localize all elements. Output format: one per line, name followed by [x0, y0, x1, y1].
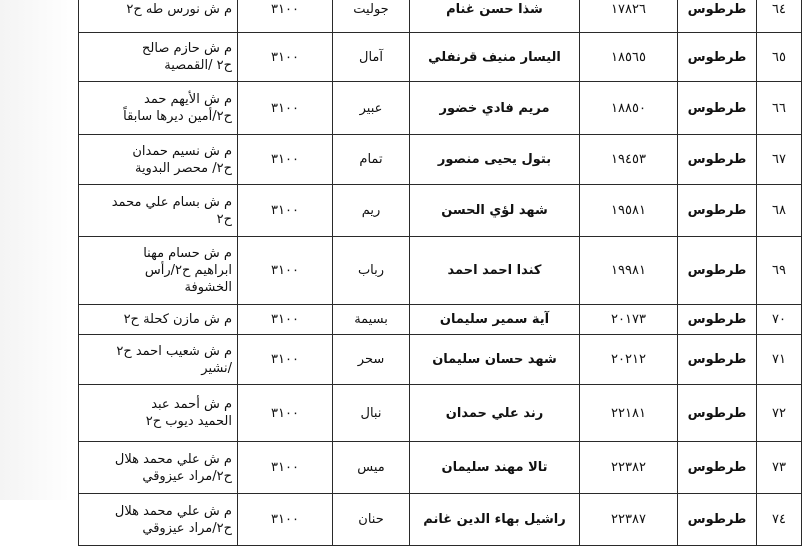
mother-name-cell: ميس — [333, 442, 410, 494]
table-row — [79, 385, 802, 442]
amount-cell: ٣١٠٠ — [238, 385, 333, 442]
region-cell: طرطوس — [678, 0, 757, 33]
notes-cell: م ش بسام علي محمد ح٢ — [79, 185, 238, 237]
id-number-cell: ١٨٥٦٥ — [580, 33, 678, 82]
id-number-cell: ١٧٨٢٦ — [580, 0, 678, 33]
row-number: ٦٦ — [757, 82, 802, 135]
id-number-cell: ٢٢٣٨٢ — [580, 442, 678, 494]
row-number: ٦٧ — [757, 135, 802, 185]
notes-cell: م ش الأيهم حمد ح٢/أمين ديرها سابقاً — [79, 82, 238, 135]
notes-cell: م ش حسام مهنا ابراهيم ح٢/رأس الخشوفة — [79, 237, 238, 305]
region-cell: طرطوس — [678, 135, 757, 185]
region-cell: طرطوس — [678, 82, 757, 135]
mother-name-cell: نبال — [333, 385, 410, 442]
notes-cell: م ش علي محمد هلال ح٢/مراد عيزوقي — [79, 442, 238, 494]
student-name-cell: شهد حسان سليمان — [410, 335, 580, 385]
mother-name-cell: جوليت — [333, 0, 410, 33]
mother-name-cell: سحر — [333, 335, 410, 385]
region-cell: طرطوس — [678, 305, 757, 335]
table-row — [79, 237, 802, 305]
student-name-cell: شذا حسن غنام — [410, 0, 580, 33]
region-cell: طرطوس — [678, 494, 757, 546]
table-row — [79, 442, 802, 494]
region-cell: طرطوس — [678, 33, 757, 82]
id-number-cell: ١٩٤٥٣ — [580, 135, 678, 185]
region-cell: طرطوس — [678, 335, 757, 385]
notes-cell: م ش شعيب احمد ح٢ /نشير — [79, 335, 238, 385]
student-name-cell: كندا احمد احمد — [410, 237, 580, 305]
notes-cell: م ش علي محمد هلال ح٢/مراد عيزوقي — [79, 494, 238, 546]
notes-cell: م ش نسيم حمدان ح٢/ محصر البدوية — [79, 135, 238, 185]
student-name-cell: بتول يحيى منصور — [410, 135, 580, 185]
student-name-cell: راشيل بهاء الدين غانم — [410, 494, 580, 546]
amount-cell: ٣١٠٠ — [238, 305, 333, 335]
amount-cell: ٣١٠٠ — [238, 335, 333, 385]
row-number: ٦٩ — [757, 237, 802, 305]
id-number-cell: ١٩٥٨١ — [580, 185, 678, 237]
amount-cell: ٣١٠٠ — [238, 82, 333, 135]
id-number-cell: ٢٢٣٨٧ — [580, 494, 678, 546]
student-name-cell: شهد لؤي الحسن — [410, 185, 580, 237]
amount-cell: ٣١٠٠ — [238, 494, 333, 546]
id-number-cell: ٢٠١٧٣ — [580, 305, 678, 335]
notes-cell: م ش أحمد عبد الحميد ديوب ح٢ — [79, 385, 238, 442]
table-row — [79, 0, 802, 33]
row-number: ٧٢ — [757, 385, 802, 442]
table-row — [79, 135, 802, 185]
students-table — [78, 0, 802, 546]
table-row — [79, 335, 802, 385]
region-cell: طرطوس — [678, 185, 757, 237]
mother-name-cell: تمام — [333, 135, 410, 185]
table-body — [79, 0, 802, 546]
mother-name-cell: ريم — [333, 185, 410, 237]
row-number: ٦٥ — [757, 33, 802, 82]
row-number: ٧٠ — [757, 305, 802, 335]
mother-name-cell: عبير — [333, 82, 410, 135]
amount-cell: ٣١٠٠ — [238, 135, 333, 185]
mother-name-cell: بسيمة — [333, 305, 410, 335]
id-number-cell: ١٩٩٨١ — [580, 237, 678, 305]
table-row — [79, 494, 802, 546]
id-number-cell: ٢٢١٨١ — [580, 385, 678, 442]
amount-cell: ٣١٠٠ — [238, 442, 333, 494]
amount-cell: ٣١٠٠ — [238, 185, 333, 237]
table-row — [79, 185, 802, 237]
table-row — [79, 33, 802, 82]
row-number: ٦٨ — [757, 185, 802, 237]
region-cell: طرطوس — [678, 442, 757, 494]
row-number: ٧٣ — [757, 442, 802, 494]
student-name-cell: تالا مهند سليمان — [410, 442, 580, 494]
mother-name-cell: رباب — [333, 237, 410, 305]
region-cell: طرطوس — [678, 385, 757, 442]
notes-cell: م ش حازم صالح ح٢ /القمصية — [79, 33, 238, 82]
mother-name-cell: آمال — [333, 33, 410, 82]
student-name-cell: اليسار منيف قرنفلي — [410, 33, 580, 82]
amount-cell: ٣١٠٠ — [238, 0, 333, 33]
page-margin — [0, 0, 78, 500]
notes-cell: م ش مازن كحلة ح٢ — [79, 305, 238, 335]
amount-cell: ٣١٠٠ — [238, 33, 333, 82]
row-number: ٧١ — [757, 335, 802, 385]
id-number-cell: ٢٠٢١٢ — [580, 335, 678, 385]
mother-name-cell: حنان — [333, 494, 410, 546]
row-number: ٧٤ — [757, 494, 802, 546]
student-name-cell: رند علي حمدان — [410, 385, 580, 442]
table-row — [79, 305, 802, 335]
student-name-cell: مريم فادي خضور — [410, 82, 580, 135]
amount-cell: ٣١٠٠ — [238, 237, 333, 305]
region-cell: طرطوس — [678, 237, 757, 305]
table-row — [79, 82, 802, 135]
row-number: ٦٤ — [757, 0, 802, 33]
id-number-cell: ١٨٨٥٠ — [580, 82, 678, 135]
student-name-cell: آية سمير سليمان — [410, 305, 580, 335]
notes-cell: م ش نورس طه ح٢ — [79, 0, 238, 33]
